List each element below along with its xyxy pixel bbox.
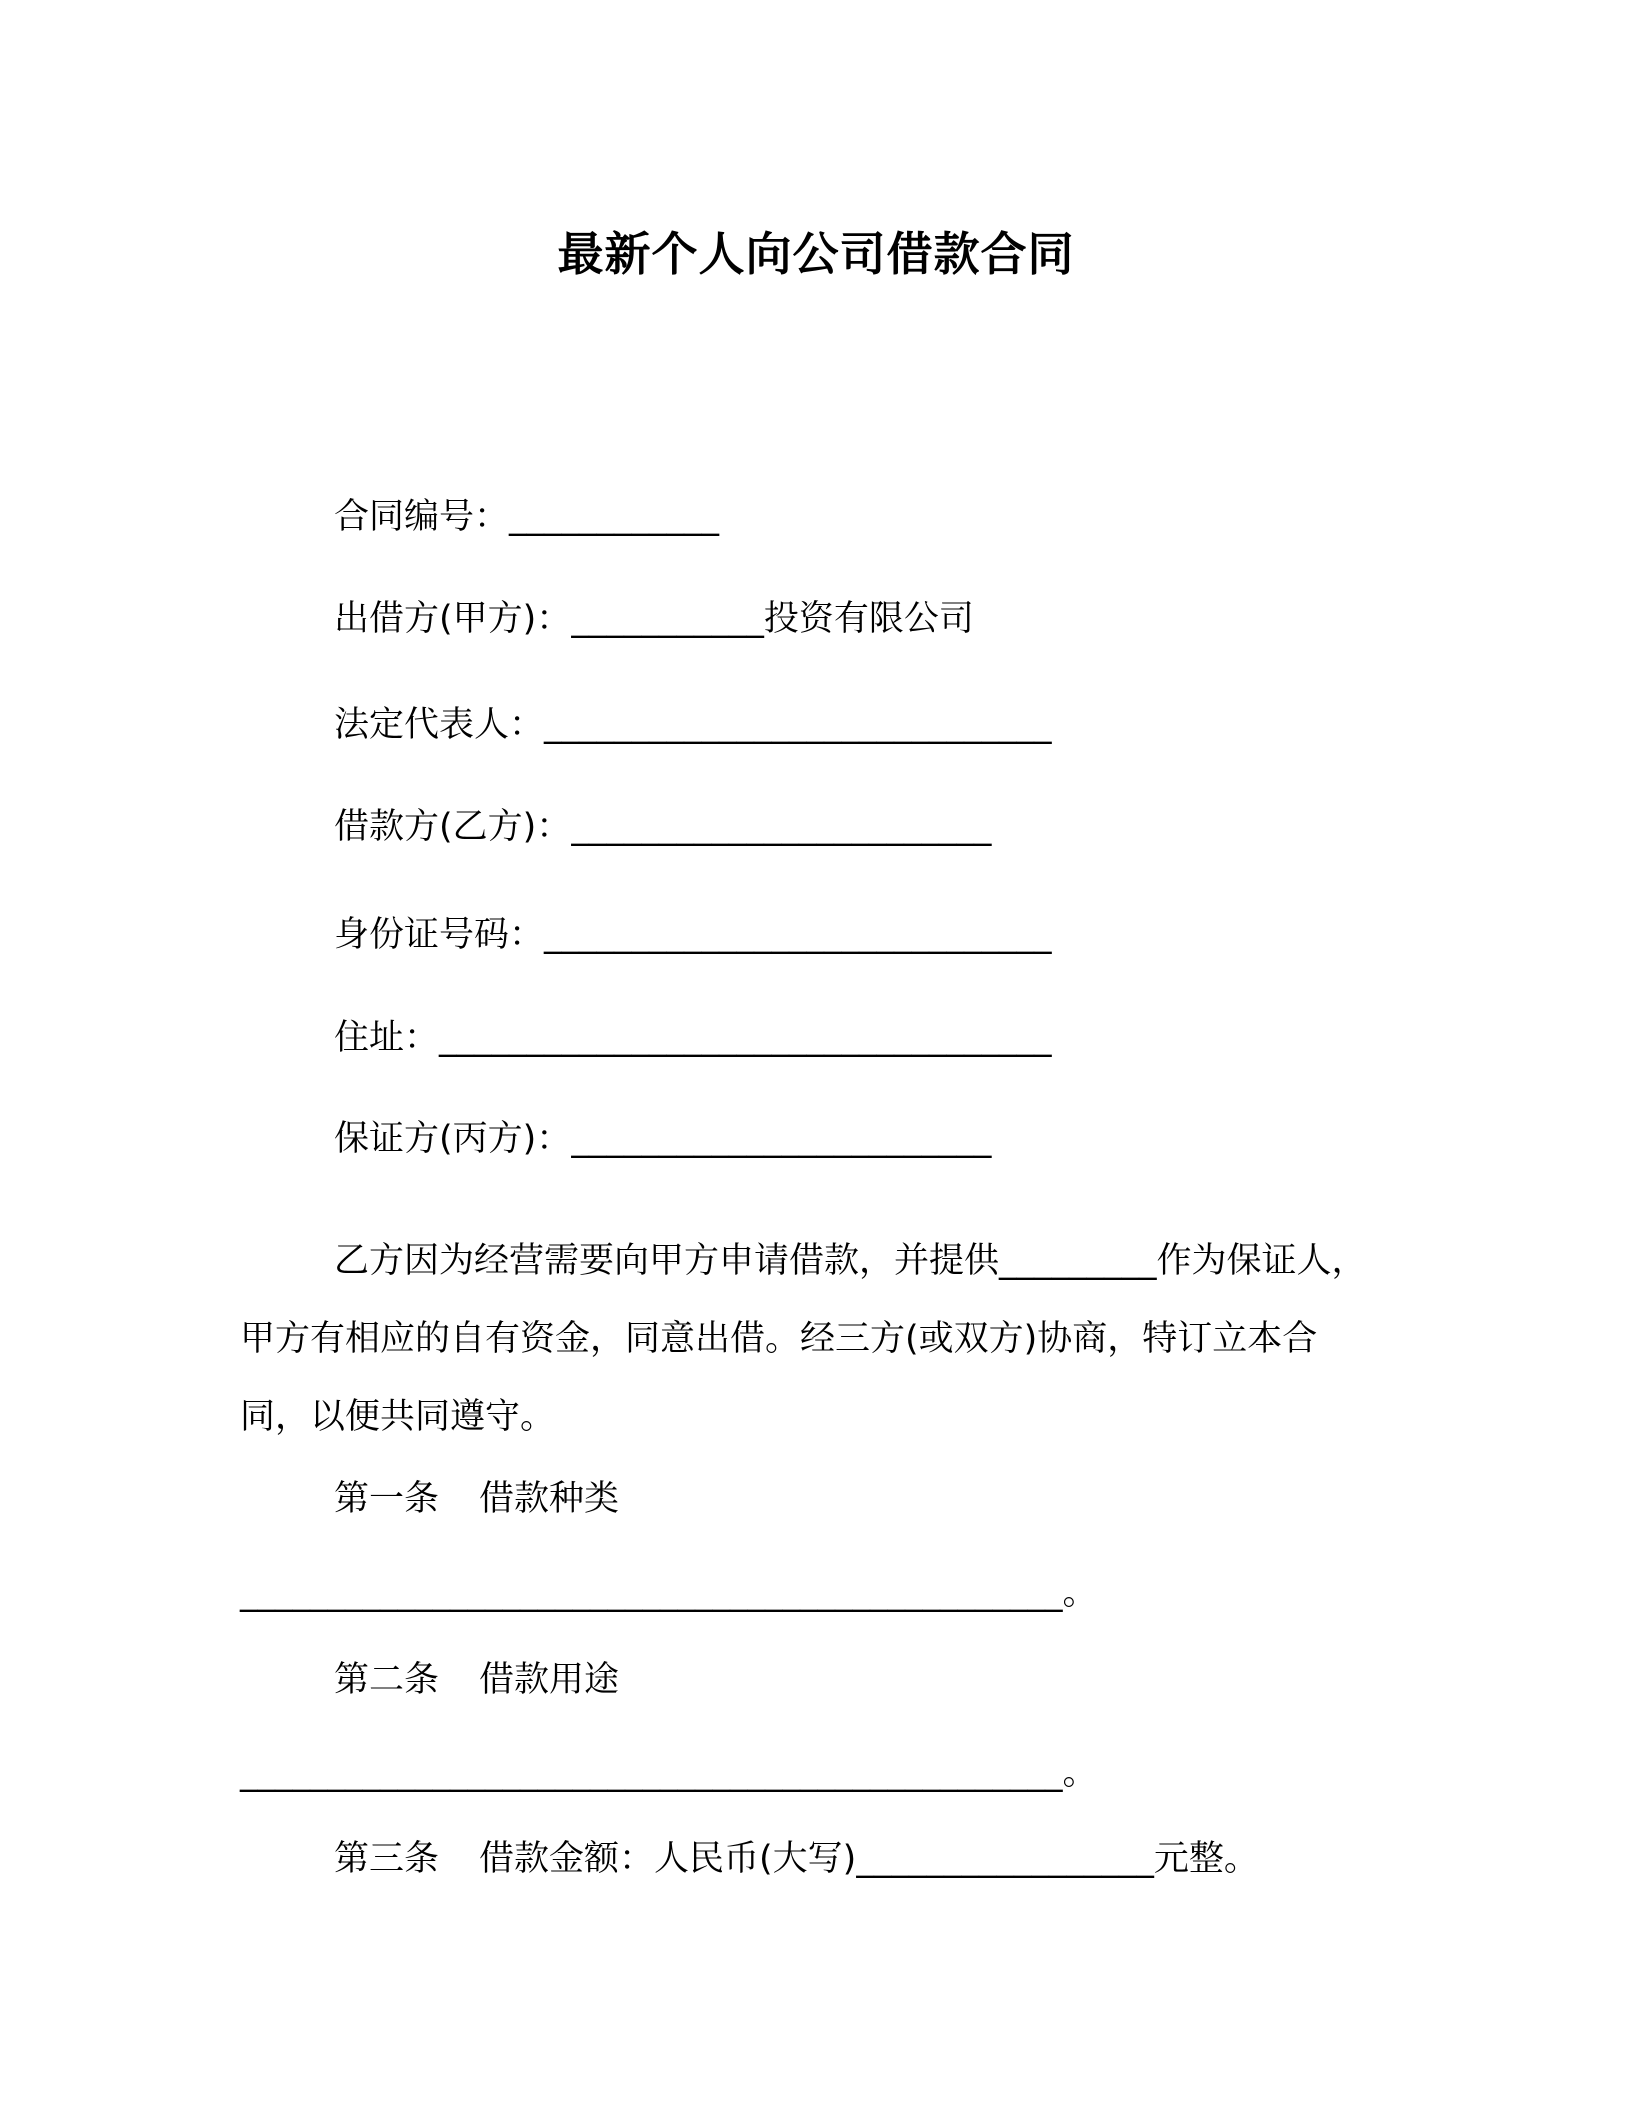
article-1-fill-line: _______________________________________________。 — [240, 1573, 1098, 1613]
field-blank: ___________________________________ — [439, 1018, 1052, 1058]
article-title: 借款金额：人民币(大写)_________________元整。 — [479, 1839, 1259, 1879]
field-label: 住址： — [334, 1018, 440, 1058]
field-blank: ____________ — [509, 497, 720, 537]
article-2-heading — [334, 1655, 619, 1705]
field-blank: ________________________ — [571, 807, 992, 847]
field-id-number — [334, 910, 1052, 960]
field-suffix: 投资有限公司 — [763, 599, 974, 639]
field-label: 法定代表人： — [334, 705, 545, 745]
article-2-fill-line: _______________________________________________。 — [240, 1753, 1098, 1793]
article-number: 第三条 — [334, 1839, 440, 1879]
field-label: 合同编号： — [334, 497, 510, 537]
field-borrower — [334, 802, 991, 852]
article-3-heading — [334, 1834, 1259, 1884]
field-lender — [334, 594, 974, 644]
article-number: 第一条 — [334, 1479, 440, 1519]
field-blank: _____________________________ — [544, 705, 1052, 745]
field-blank: _____________________________ — [544, 915, 1052, 955]
field-label: 出借方(甲方)： — [334, 599, 572, 639]
document-title: 最新个人向公司借款合同 — [557, 227, 1075, 281]
field-blank: ___________ — [571, 599, 764, 639]
field-label: 身份证号码： — [334, 915, 545, 955]
field-legal-representative — [334, 700, 1052, 750]
article-1-heading — [334, 1474, 619, 1524]
field-label: 保证方(丙方)： — [334, 1119, 572, 1159]
field-guarantor — [334, 1114, 991, 1164]
field-contract-number — [334, 492, 719, 542]
article-title: 借款用途 — [479, 1660, 620, 1700]
article-number: 第二条 — [334, 1660, 440, 1700]
intro-paragraph: 乙方因为经营需要向甲方申请借款，并提供_________作为保证人，甲方有相应的自有资金，同意出借。经三方(或双方)协商，特订立本合同，以便共同遵守。 — [240, 1241, 1367, 1437]
field-label: 借款方(乙方)： — [334, 807, 572, 847]
article-title: 借款种类 — [479, 1479, 620, 1519]
field-blank: ________________________ — [571, 1119, 992, 1159]
field-address — [334, 1013, 1052, 1063]
